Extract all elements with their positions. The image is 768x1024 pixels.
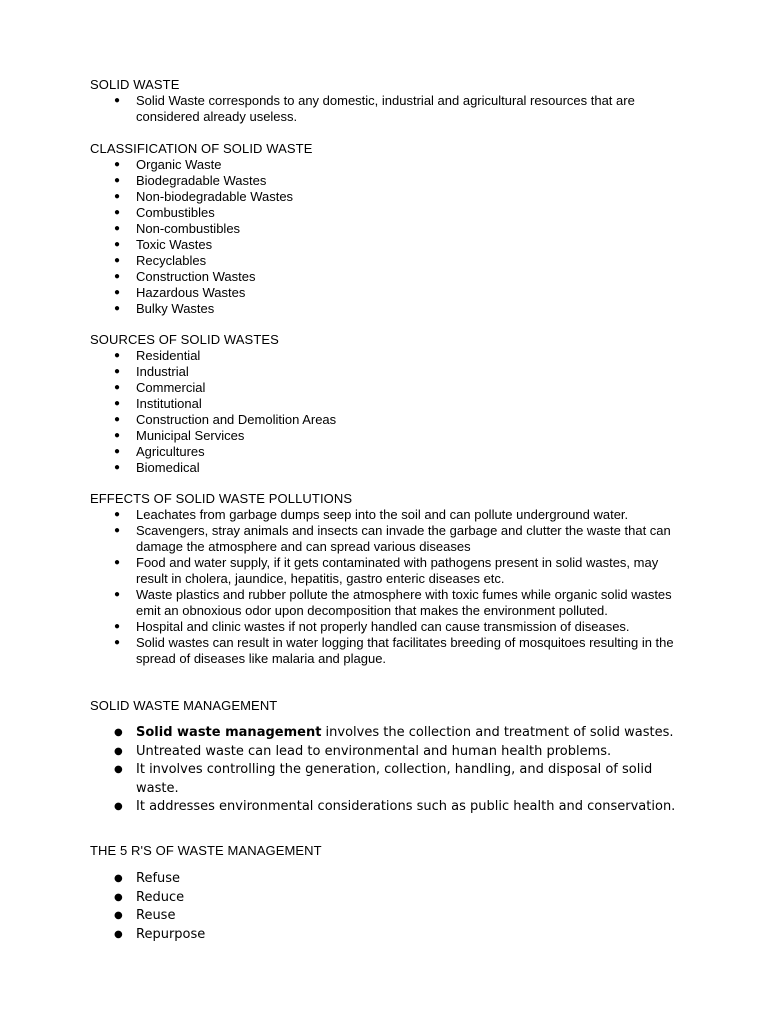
bullet-icon: ●	[114, 621, 121, 632]
section-management	[90, 698, 690, 817]
section-heading: EFFECTS OF SOLID WASTE POLLUTIONS	[90, 491, 353, 506]
bullet-icon: ●	[114, 801, 123, 812]
bullet-icon: ●	[114, 462, 121, 473]
list-item	[90, 798, 690, 817]
bullet-list	[90, 507, 690, 667]
list-item	[90, 396, 690, 412]
bullet-icon: ●	[114, 589, 121, 600]
list-item-text: Solid Waste corresponds to any domestic, industrial and agricultural resources that are considered already useless.	[136, 93, 635, 124]
list-item	[90, 523, 690, 555]
list-item-text: Waste plastics and rubber pollute the atmosphere with toxic fumes while organic solid wastes emit an obnoxious odor upon decomposition that makes the environment polluted.	[136, 587, 672, 618]
bullet-icon: ●	[114, 366, 121, 377]
list-item-text: Agricultures	[136, 444, 205, 459]
bullet-icon: ●	[114, 398, 121, 409]
list-item-text: Institutional	[136, 396, 202, 411]
bullet-icon: ●	[114, 287, 121, 298]
list-item	[90, 253, 690, 269]
list-item	[90, 221, 690, 237]
bullet-icon: ●	[114, 271, 121, 282]
bullet-list	[90, 348, 690, 476]
list-item	[90, 428, 690, 444]
bullet-icon: ●	[114, 350, 121, 361]
bullet-icon: ●	[114, 727, 123, 738]
list-item	[90, 412, 690, 428]
bullet-icon: ●	[114, 95, 121, 106]
list-item-text: Toxic Wastes	[136, 237, 213, 252]
list-item-text: Repurpose	[136, 926, 206, 942]
list-item	[90, 444, 690, 460]
list-item-text: Non-biodegradable Wastes	[136, 189, 294, 204]
list-item-text: Refuse	[136, 871, 181, 886]
section-heading: SOURCES OF SOLID WASTES	[90, 332, 279, 347]
bullet-icon: ●	[114, 910, 123, 921]
list-item	[90, 507, 690, 523]
section-heading: CLASSIFICATION OF SOLID WASTE	[90, 141, 313, 156]
section-heading: SOLID WASTE MANAGEMENT	[90, 698, 278, 713]
bullet-icon: ●	[114, 430, 121, 441]
bullet-icon: ●	[114, 223, 121, 234]
list-item-text: Food and water supply, if it gets contaminated with pathogens present in solid wastes, may result in cholera, jaundice, hepatitis, gastro enteric diseases etc.	[136, 555, 659, 586]
section-sources	[90, 332, 690, 476]
list-item	[90, 205, 690, 221]
list-item-text: Construction Wastes	[136, 269, 256, 284]
list-item	[90, 889, 690, 908]
bullet-icon: ●	[114, 239, 121, 250]
list-item	[90, 460, 690, 476]
list-item-text: Recyclables	[136, 253, 207, 268]
bullet-icon: ●	[114, 525, 121, 536]
section-five-rs	[90, 843, 690, 944]
list-item	[90, 189, 690, 205]
list-item	[90, 587, 690, 619]
list-item	[90, 269, 690, 285]
bullet-icon: ●	[114, 745, 123, 757]
list-item-text: Biodegradable Wastes	[136, 173, 267, 188]
list-item	[90, 724, 690, 743]
list-item	[90, 364, 690, 380]
list-item	[90, 870, 690, 889]
list-item-text: involves the collection and treatment of solid wastes.	[321, 725, 674, 740]
list-item	[90, 93, 690, 125]
list-item	[90, 301, 690, 317]
bullet-list	[90, 157, 690, 317]
list-item-text: It addresses environmental considerations such as public health and conservation.	[136, 799, 676, 814]
bullet-icon: ●	[114, 509, 121, 520]
section-heading: THE 5 R'S OF WASTE MANAGEMENT	[90, 843, 322, 858]
bullet-icon: ●	[114, 382, 121, 393]
bullet-list	[90, 870, 690, 944]
list-item-text: Reuse	[136, 908, 176, 923]
list-item	[90, 907, 690, 926]
list-item	[90, 173, 690, 189]
list-item-text: Hospital and clinic wastes if not properly handled can cause transmission of diseases.	[136, 619, 630, 634]
list-item	[90, 285, 690, 301]
list-item-bold-text: Solid waste management	[136, 725, 322, 740]
bullet-icon: ●	[114, 873, 123, 884]
list-item-text: Construction and Demolition Areas	[136, 412, 337, 427]
list-item-text: Untreated waste can lead to environmental and human health problems.	[136, 743, 612, 759]
list-item	[90, 619, 690, 635]
bullet-icon: ●	[114, 446, 121, 457]
bullet-icon: ●	[114, 159, 121, 170]
bullet-icon: ●	[114, 764, 123, 775]
bullet-icon: ●	[114, 207, 121, 218]
bullet-list	[90, 93, 690, 125]
list-item-text: Combustibles	[136, 205, 215, 220]
section-effects	[90, 491, 690, 667]
bullet-icon: ●	[114, 928, 123, 940]
list-item	[90, 635, 690, 667]
list-item-text: It involves controlling the generation, collection, handling, and disposal of solid waste.	[136, 762, 653, 796]
bullet-icon: ●	[114, 891, 123, 903]
list-item	[90, 157, 690, 173]
bullet-icon: ●	[114, 414, 121, 425]
list-item-text: Non-combustibles	[136, 221, 241, 236]
list-item-text: Scavengers, stray animals and insects can invade the garbage and clutter the waste that can damage the atmosphere and can spread various diseases	[136, 523, 671, 554]
bullet-icon: ●	[114, 557, 121, 568]
bullet-icon: ●	[114, 303, 121, 314]
list-item-text: Commercial	[136, 380, 206, 395]
bullet-icon: ●	[114, 255, 121, 266]
list-item-text: Biomedical	[136, 460, 200, 475]
list-item	[90, 926, 690, 945]
list-item-text: Residential	[136, 348, 201, 363]
list-item-text: Organic Waste	[136, 157, 222, 172]
list-item-text: Bulky Wastes	[136, 301, 215, 316]
list-item	[90, 348, 690, 364]
list-item-text: Municipal Services	[136, 428, 245, 443]
list-item	[90, 743, 690, 762]
bullet-icon: ●	[114, 175, 121, 186]
list-item-text: Hazardous Wastes	[136, 285, 246, 300]
section-classification	[90, 141, 690, 317]
bullet-icon: ●	[114, 191, 121, 202]
bullet-icon: ●	[114, 637, 121, 648]
list-item-text: Industrial	[136, 364, 189, 379]
list-item	[90, 237, 690, 253]
list-item-text: Reduce	[136, 889, 185, 905]
list-item-text: Leachates from garbage dumps seep into the soil and can pollute underground water.	[136, 507, 629, 522]
section-solid-waste	[90, 77, 690, 125]
list-item	[90, 380, 690, 396]
bullet-list	[90, 724, 690, 817]
list-item-text: Solid wastes can result in water logging that facilitates breeding of mosquitoes resulting in the spread of diseases like malaria and plague.	[136, 635, 674, 666]
list-item	[90, 761, 690, 798]
list-item	[90, 555, 690, 587]
section-heading: SOLID WASTE	[90, 77, 180, 92]
